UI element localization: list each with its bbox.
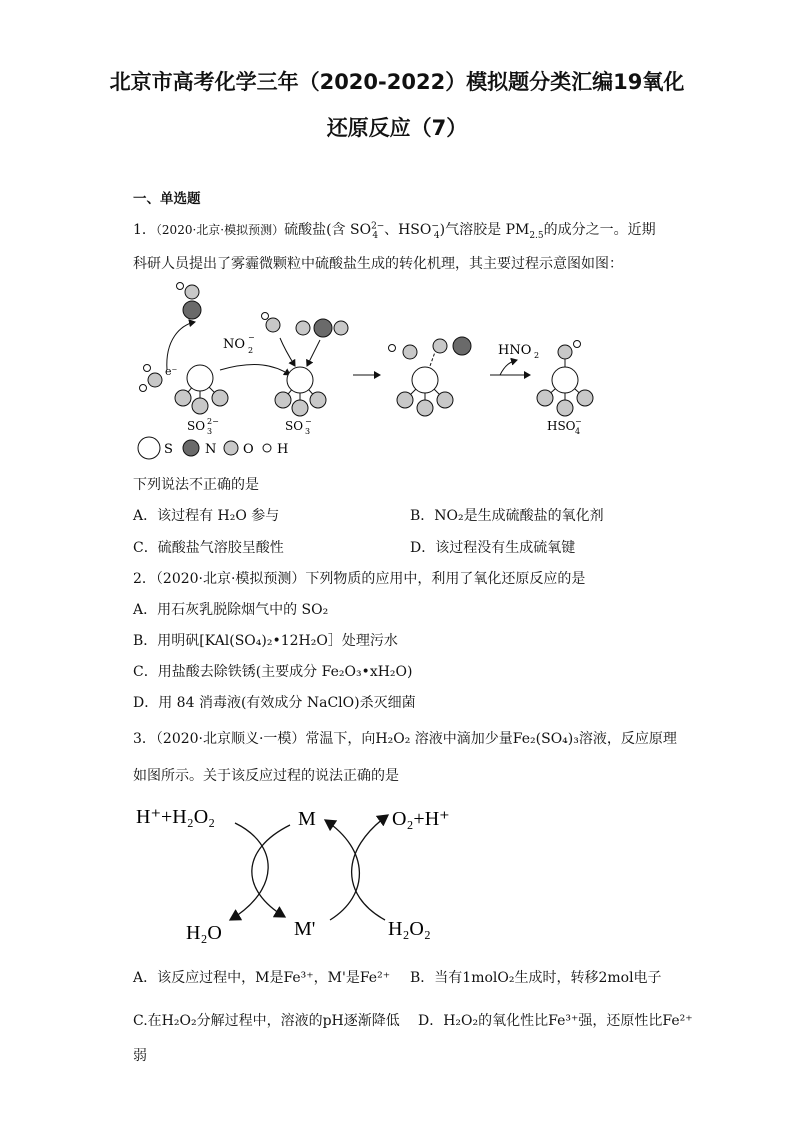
m-prime-label: M' — [294, 918, 316, 940]
bisulfate-molecule — [537, 341, 593, 417]
q1-option-c[interactable]: C．硫酸盐气溶胶呈酸性 — [133, 540, 284, 556]
q1-question: 下列说法不正确的是 — [133, 477, 259, 493]
section-heading: 一、单选题 — [133, 191, 201, 207]
catalytic-cycle-diagram — [130, 795, 470, 955]
sulfite-radical-label: SO — [285, 419, 304, 433]
nitrite-nitrogen-group — [177, 283, 202, 320]
q2-stem: 2．（2020·北京·模拟预测）下列物质的应用中，利用了氧化还原反应的是 — [133, 571, 586, 587]
q2-option-a[interactable]: A．用石灰乳脱除烟气中的 SO₂ — [133, 602, 329, 618]
intermediate-molecule — [389, 337, 472, 416]
peroxide-label: H₂O₂ — [388, 918, 431, 940]
legend-oxygen: O — [243, 442, 254, 457]
q1-stem-line2: 科研人员提出了雾霾微颗粒中硫酸盐生成的转化机理，其主要过程示意图如图： — [133, 256, 623, 272]
oxygen-atom — [266, 318, 280, 332]
q3-option-c[interactable]: C.在H₂O₂分解过程中，溶液的pH逐渐降低 — [133, 1013, 400, 1029]
atom-legend — [138, 437, 288, 459]
sulfite-sub: 3 — [207, 427, 213, 436]
nitrous-acid-label: HNO — [498, 343, 532, 358]
water-label: H₂O — [186, 922, 222, 944]
q3-stem-line1: 3．（2020·北京顺义·一模）常温下，向H₂O₂ 溶液中滴加少量Fe₂(SO₄)₃溶液，反应原理 — [133, 731, 677, 747]
oxygen-hydrogen-ion-label: O₂+H⁺ — [392, 808, 450, 830]
electron-label: e⁻ — [165, 365, 178, 378]
bisulfate-sup: − — [575, 417, 582, 426]
sulfite-molecule — [140, 365, 229, 415]
sulfite-radical-sub: 3 — [305, 427, 311, 436]
q3-option-a[interactable]: A．该反应过程中，M是Fe³⁺，M'是Fe²⁺ — [133, 970, 391, 986]
q2-option-d[interactable]: D．用 84 消毒液(有效成分 NaClO)杀灭细菌 — [133, 695, 416, 711]
q2-option-b[interactable]: B．用明矾[KAl(SO₄)₂•12H₂O］处理污水 — [133, 633, 398, 649]
nitrous-acid-sub: 2 — [534, 351, 540, 360]
nitrite-label: NO — [223, 337, 246, 352]
q1-option-d[interactable]: D．该过程没有生成硫氧键 — [410, 540, 576, 556]
nitrite-sub: 2 — [248, 346, 254, 355]
q3-option-b[interactable]: B．当有1molO₂生成时，转移2mol电子 — [410, 970, 662, 986]
q1-option-b[interactable]: B．NO₂是生成硫酸盐的氧化剂 — [410, 508, 604, 524]
legend-nitrogen: N — [205, 442, 217, 457]
bisulfate-sub: 4 — [575, 427, 581, 436]
q3-option-d[interactable]: D．H₂O₂的氧化性比Fe³⁺强，还原性比Fe²⁺ — [418, 1013, 693, 1029]
hydrogen-ion-peroxide-label: H⁺+H₂O₂ — [136, 806, 216, 828]
q3-stem-line2: 如图所示。关于该反应过程的说法正确的是 — [133, 768, 399, 784]
sulfite-label: SO — [187, 419, 206, 433]
bisulfate-label: HSO — [547, 419, 576, 433]
q1-stem-line1: 1．（2020·北京·模拟预测）硫酸盐(含 $SO^{2-}_4$ 、$HSO^-_4$)气溶胶是 $PM_{2.5}$的成分之一。近期 — [133, 221, 656, 241]
q1-option-a[interactable]: A．该过程有 H₂O 参与 — [133, 508, 280, 524]
nitrite-sup: − — [248, 333, 255, 342]
q2-option-c[interactable]: C．用盐酸去除铁锈(主要成分 Fe₂O₃•xH₂O) — [133, 664, 413, 680]
m-label: M — [298, 808, 316, 830]
sulfite-sup: 2− — [207, 417, 219, 426]
page-title-line1: 北京市高考化学三年（2020-2022）模拟题分类汇编19氧化 — [109, 70, 685, 94]
q3-option-d-continued: 弱 — [133, 1048, 147, 1064]
page-title-line2: 还原反应（7） — [326, 116, 468, 140]
legend-hydrogen: H — [277, 442, 289, 457]
legend-sulfur: S — [164, 442, 173, 457]
sulfite-radical-sup: − — [305, 417, 312, 426]
sulfate-mechanism-diagram — [125, 280, 625, 465]
sulfite-radical-molecule — [275, 367, 326, 416]
